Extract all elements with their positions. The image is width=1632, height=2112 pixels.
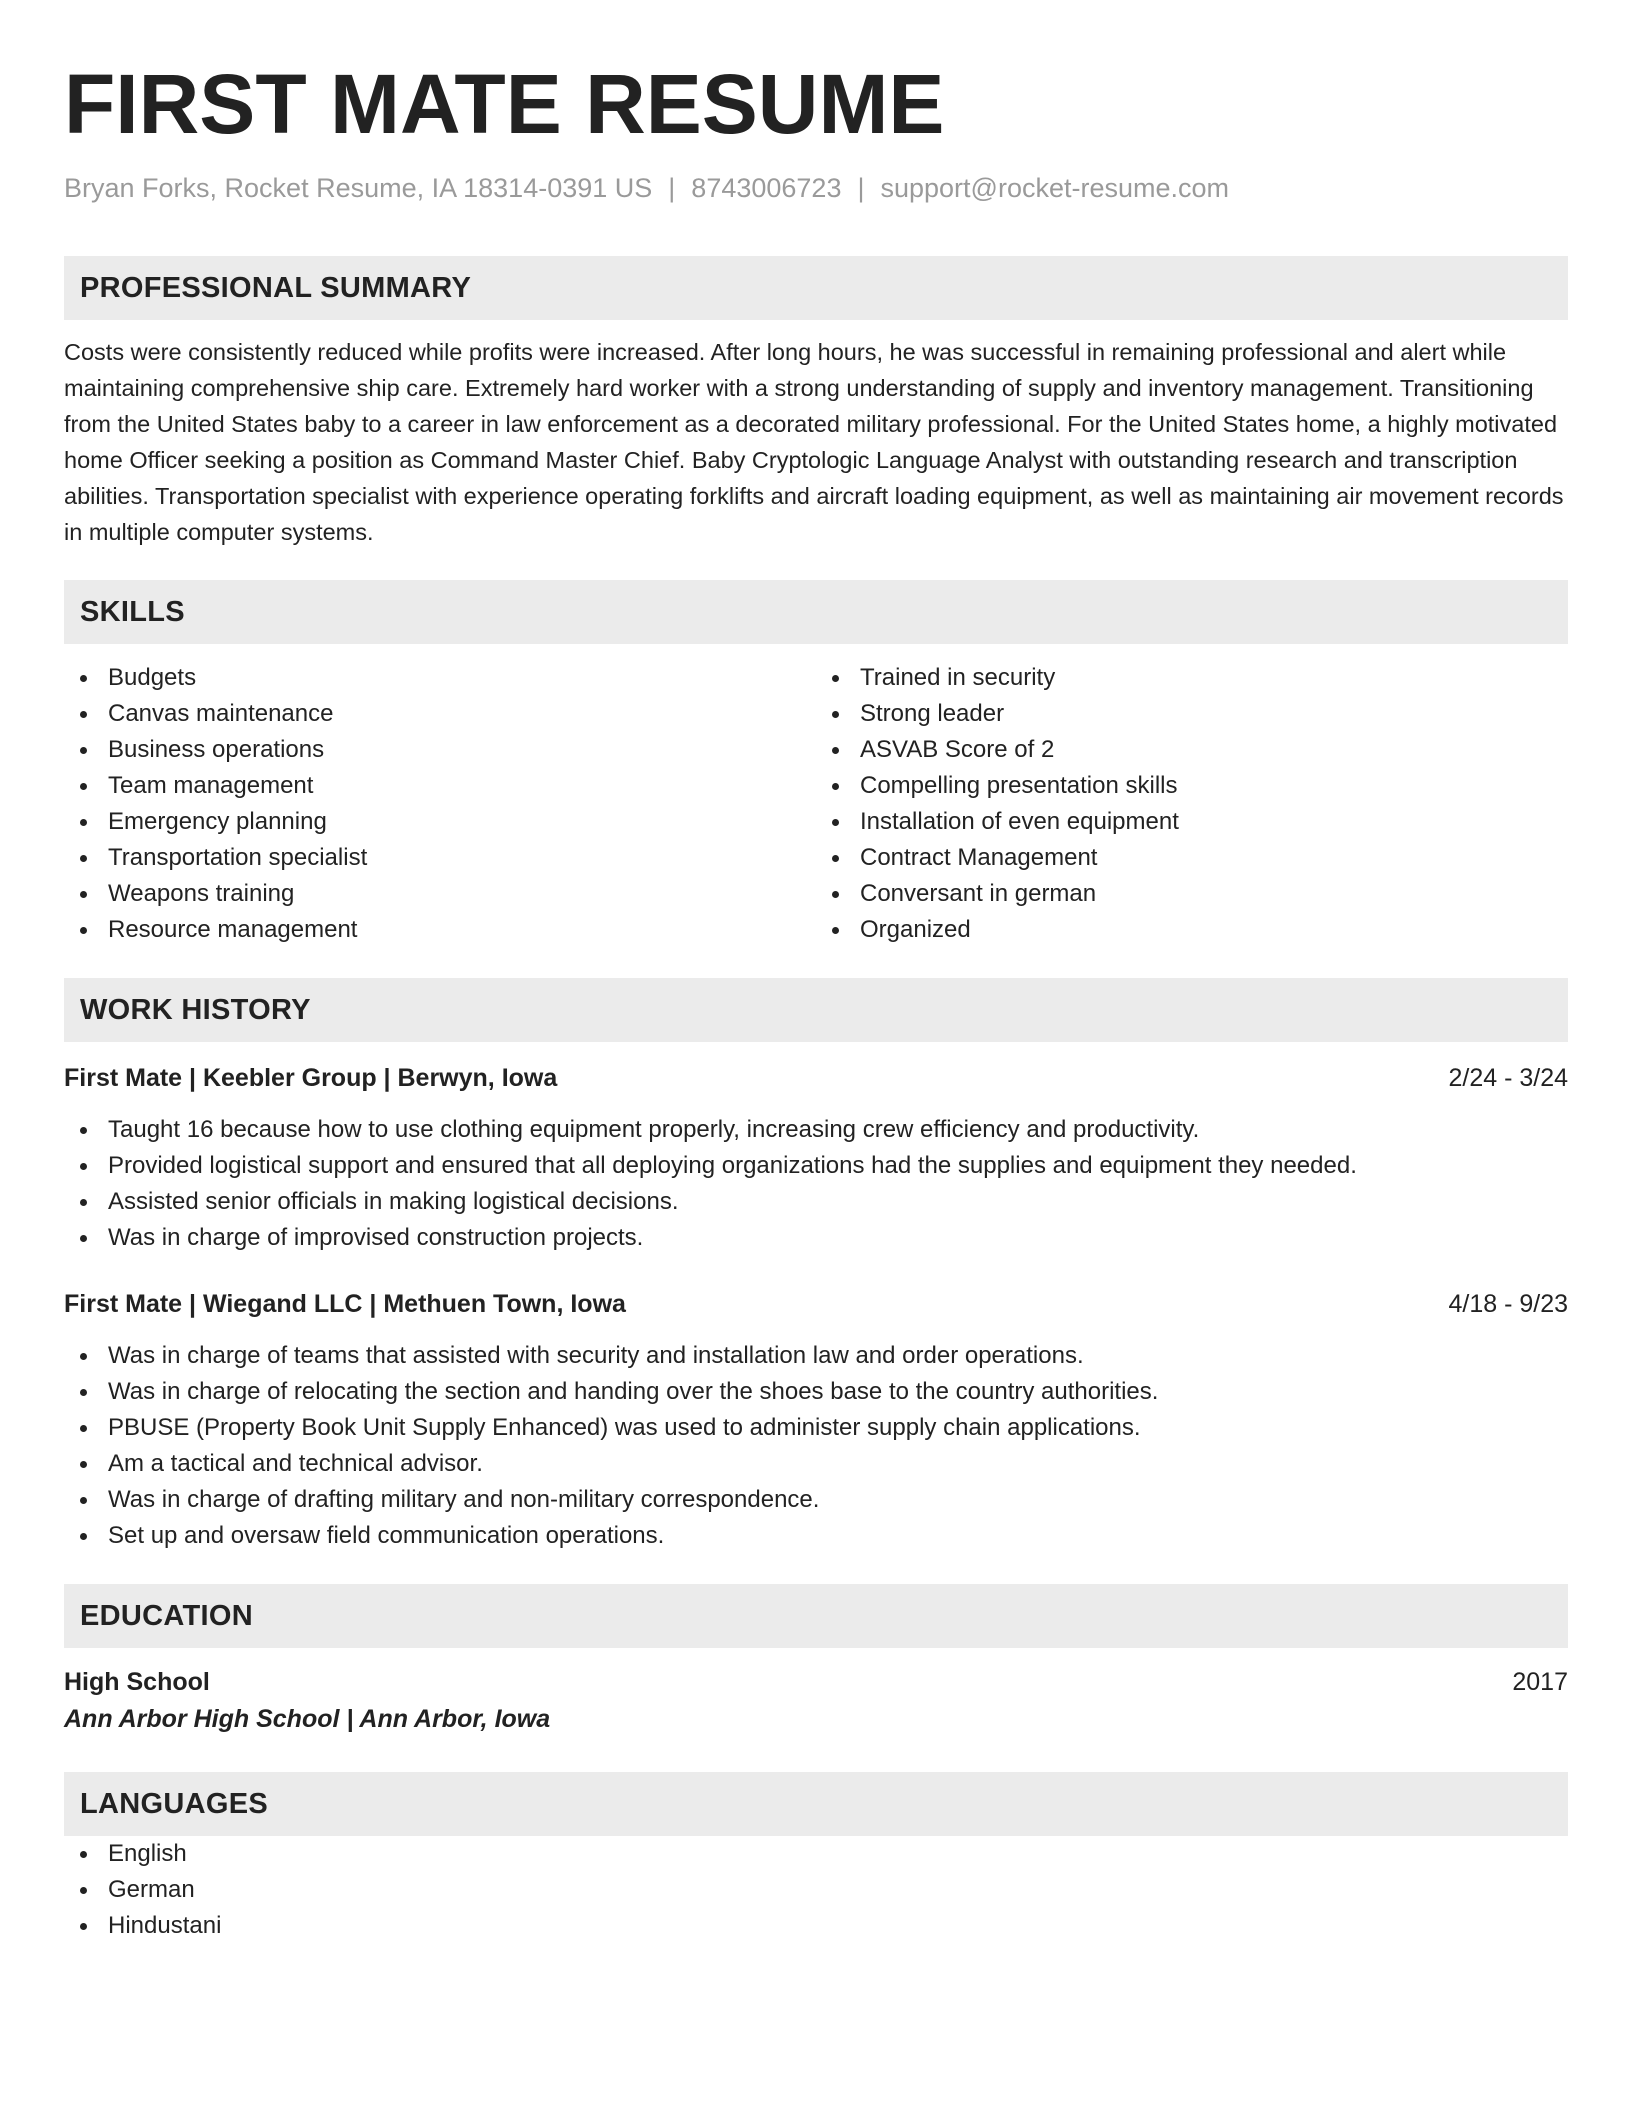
job-bullet: Was in charge of improvised construction projects. bbox=[64, 1220, 1568, 1256]
section-header-skills: SKILLS bbox=[64, 580, 1568, 644]
education-degree: High School bbox=[64, 1668, 210, 1696]
skill-item: Team management bbox=[64, 768, 816, 804]
skill-item: Budgets bbox=[64, 660, 816, 696]
skill-item: Resource management bbox=[64, 912, 816, 948]
job-dates: 2/24 - 3/24 bbox=[1448, 1064, 1568, 1092]
job-bullets bbox=[64, 1338, 1568, 1554]
education-header bbox=[64, 1664, 1568, 1700]
skill-item: Conversant in german bbox=[816, 876, 1568, 912]
skill-item: Canvas maintenance bbox=[64, 696, 816, 732]
contact-phone: 8743006723 bbox=[691, 173, 842, 203]
language-item: Hindustani bbox=[64, 1908, 1568, 1944]
skills-columns bbox=[64, 660, 1568, 948]
skills-list-right bbox=[816, 660, 1568, 948]
section-header-education: EDUCATION bbox=[64, 1584, 1568, 1648]
page-title: FIRST MATE RESUME bbox=[64, 57, 945, 151]
languages-list bbox=[64, 1836, 1568, 1944]
job-title: First Mate | Wiegand LLC | Methuen Town, Iowa bbox=[64, 1290, 626, 1318]
section-header-languages: LANGUAGES bbox=[64, 1772, 1568, 1836]
language-item: English bbox=[64, 1836, 1568, 1872]
skill-item: Contract Management bbox=[816, 840, 1568, 876]
job-bullet: Was in charge of drafting military and non-military correspondence. bbox=[64, 1482, 1568, 1518]
contact-line bbox=[64, 170, 1568, 206]
education-entry bbox=[64, 1664, 1568, 1738]
job-bullet: Am a tactical and technical advisor. bbox=[64, 1446, 1568, 1482]
job-bullet: Was in charge of teams that assisted with security and installation law and order operations. bbox=[64, 1338, 1568, 1374]
skill-item: Business operations bbox=[64, 732, 816, 768]
education-year: 2017 bbox=[1512, 1668, 1568, 1696]
skill-item: Organized bbox=[816, 912, 1568, 948]
contact-separator: | bbox=[668, 173, 676, 203]
education-school: Ann Arbor High School | Ann Arbor, Iowa bbox=[64, 1705, 551, 1733]
summary-text: Costs were consistently reduced while profits were increased. After long hours, he was successful in remaining professional and alert while maintaining comprehensive ship care. Extremely hard worker with a strong understanding of supply and inventory management. Transitioning from the United States baby to a career in law enforcement as a decorated military professional. For the United States home, a highly motivated home Officer seeking a position as Command Master Chief. Baby Cryptologic Language Analyst with outstanding research and transcription abilities. Transportation specialist with experience operating forklifts and aircraft loading equipment, as well as maintaining air movement records in multiple computer systems. bbox=[64, 339, 1564, 545]
skill-item: Weapons training bbox=[64, 876, 816, 912]
contact-separator: | bbox=[857, 173, 865, 203]
skill-item: Transportation specialist bbox=[64, 840, 816, 876]
skill-item: Emergency planning bbox=[64, 804, 816, 840]
job-entry bbox=[64, 1286, 1568, 1554]
language-item: German bbox=[64, 1872, 1568, 1908]
job-title: First Mate | Keebler Group | Berwyn, Iowa bbox=[64, 1064, 558, 1092]
job-bullet: Taught 16 because how to use clothing equipment properly, increasing crew efficiency and productivity. bbox=[64, 1112, 1568, 1148]
skill-item: Strong leader bbox=[816, 696, 1568, 732]
skill-item: Compelling presentation skills bbox=[816, 768, 1568, 804]
contact-email: support@rocket-resume.com bbox=[880, 173, 1230, 203]
skills-list-left bbox=[64, 660, 816, 948]
job-bullet: PBUSE (Property Book Unit Supply Enhanced) was used to administer supply chain applications. bbox=[64, 1410, 1568, 1446]
job-bullets bbox=[64, 1112, 1568, 1256]
contact-address: Bryan Forks, Rocket Resume, IA 18314-0391 US bbox=[64, 173, 653, 203]
job-header bbox=[64, 1060, 1568, 1096]
job-bullet: Was in charge of relocating the section and handing over the shoes base to the country authorities. bbox=[64, 1374, 1568, 1410]
job-bullet: Set up and oversaw field communication operations. bbox=[64, 1518, 1568, 1554]
job-header bbox=[64, 1286, 1568, 1322]
job-dates: 4/18 - 9/23 bbox=[1448, 1290, 1568, 1318]
job-bullet: Provided logistical support and ensured that all deploying organizations had the supplies and equipment they needed. bbox=[64, 1148, 1568, 1184]
skill-item: Installation of even equipment bbox=[816, 804, 1568, 840]
section-header-work-history: WORK HISTORY bbox=[64, 978, 1568, 1042]
skill-item: ASVAB Score of 2 bbox=[816, 732, 1568, 768]
skill-item: Trained in security bbox=[816, 660, 1568, 696]
section-header-summary: PROFESSIONAL SUMMARY bbox=[64, 256, 1568, 320]
job-entry bbox=[64, 1060, 1568, 1256]
job-bullet: Assisted senior officials in making logistical decisions. bbox=[64, 1184, 1568, 1220]
